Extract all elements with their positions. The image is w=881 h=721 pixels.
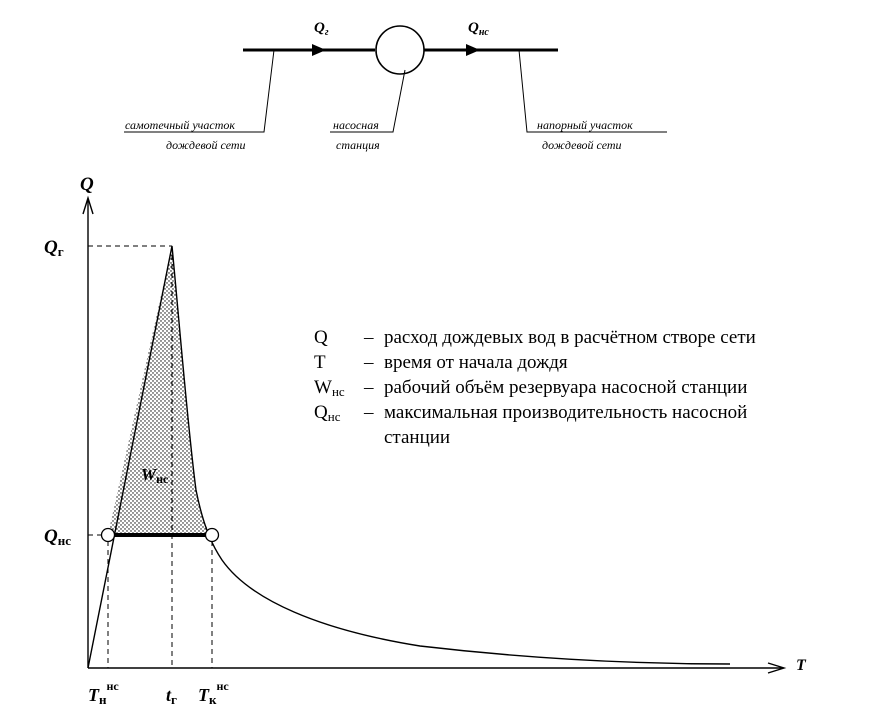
pump-station-label-1: насосная (333, 118, 379, 132)
storage-volume-label: Wнс (141, 465, 169, 486)
legend-symbol: Wнс (314, 377, 345, 399)
legend-text-continued: станции (384, 427, 451, 448)
pump-start-point (102, 529, 115, 542)
network-scheme (124, 20, 667, 152)
x-axis-label: T (796, 657, 806, 674)
legend-item (314, 402, 747, 448)
legend-item (314, 377, 747, 399)
pump-end-point (206, 529, 219, 542)
legend-text: расход дождевых вод в расчётном створе сети (384, 327, 756, 348)
legend-dash: – (364, 327, 374, 348)
legend (314, 327, 756, 448)
t-peak-label: tг (166, 685, 177, 707)
legend-text: рабочий объём резервуара насосной станции (384, 377, 748, 398)
pressure-section-label-1: напорный участок (537, 118, 633, 132)
legend-text: максимальная производительность насосной (384, 402, 748, 423)
y-axis-label: Q (80, 174, 94, 195)
q-peak-label: Qг (44, 237, 64, 259)
pressure-section-label-2: дождевой сети (542, 138, 622, 152)
legend-text: время от начала дождя (384, 352, 568, 373)
legend-dash: – (364, 402, 374, 423)
legend-dash: – (364, 377, 374, 398)
legend-dash: – (364, 352, 374, 373)
t-start-label: $Tн^{нс}$ (88, 679, 119, 707)
q-pump-label: Qнс (44, 526, 71, 548)
t-end-label: $Tк^{нс}$ (198, 679, 229, 707)
flow-in-arrow (312, 44, 326, 56)
legend-symbol: Q (314, 327, 328, 348)
flow-out-arrow (466, 44, 480, 56)
legend-item (314, 327, 756, 348)
legend-item (314, 352, 568, 373)
pump-station-circle (376, 26, 424, 74)
gravity-section-label-2: дождевой сети (166, 138, 246, 152)
pump-station-label-2: станция (336, 138, 380, 152)
gravity-section-label-1: самотечный участок (125, 118, 235, 132)
legend-symbol: Qнс (314, 402, 341, 424)
flow-out-label: $Q_{нс}$ (468, 20, 489, 38)
flow-in-label: $Q_г$ (314, 20, 329, 38)
legend-symbol: T (314, 352, 326, 373)
